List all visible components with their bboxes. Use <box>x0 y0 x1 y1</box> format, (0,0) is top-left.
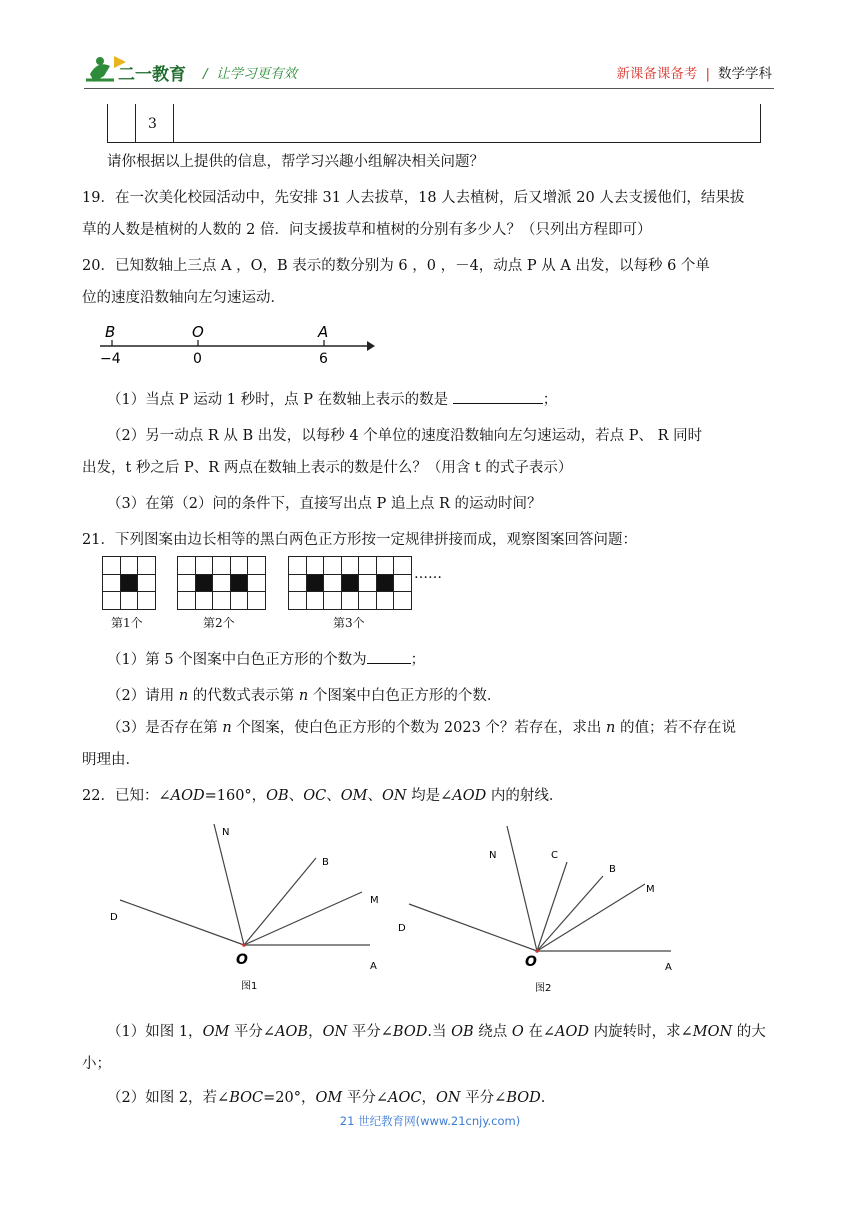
answer-blank <box>453 403 543 404</box>
q22-part1-line2: 小； <box>82 1056 111 1072</box>
q20-part3: （3）在第（2）问的条件下，直接写出点 P 追上点 R 的运动时间？ <box>107 496 542 512</box>
pattern-ellipsis: …… <box>414 566 442 582</box>
axis-label-o: O <box>192 323 204 341</box>
caption-3: 第3个 <box>333 616 365 630</box>
q22-part1-line1: （1）如图 1，OM 平分∠AOB，ON 平分∠BOD.当 OB 绕点 O 在∠AOD 内旋转时，求∠MON 的大 <box>107 1024 766 1040</box>
header-right: 新课备课备考 | 数学学科 <box>616 66 772 82</box>
fig1-label-b: B <box>322 857 329 868</box>
axis-value-6: 6 <box>319 351 328 367</box>
fig2-caption: 图2 <box>535 983 552 994</box>
header-subject-label: 数学学科 <box>718 66 772 82</box>
q20-part2-line2: 出发，t 秒之后 P、R 两点在数轴上表示的数是什么？（用含 t 的式子表示） <box>82 460 573 476</box>
fig2-label-m: M <box>646 884 655 895</box>
figure-1 <box>100 818 400 998</box>
fig2-label-n: N <box>489 850 497 861</box>
fig1-label-n: N <box>222 827 230 838</box>
fig2-label-d: D <box>398 923 406 934</box>
pattern-2 <box>177 556 266 610</box>
fig1-label-a: A <box>370 961 377 972</box>
fig1-label-m: M <box>370 895 379 906</box>
pattern-1 <box>102 556 156 610</box>
intro-text: 请你根据以上提供的信息，帮学习兴趣小组解决相关问题？ <box>107 154 484 170</box>
q20-part2-line1: （2）另一动点 R 从 B 出发，以每秒 4 个单位的速度沿数轴向左匀速运动，若点 P、 R 同时 <box>107 428 703 444</box>
number-line <box>95 320 385 370</box>
fig1-label-o: O <box>236 952 248 968</box>
q21-part3-line2: 明理由． <box>82 752 140 768</box>
q21-part3-line1: （3）是否存在第 n 个图案，使白色正方形的个数为 2023 个？若存在，求出 n 的值；若不存在说 <box>107 720 736 736</box>
answer-blank <box>367 663 411 664</box>
pattern-3 <box>288 556 412 610</box>
footer-link[interactable]: 21 世纪教育网(www.21cnjy.com) <box>339 1114 521 1128</box>
fig2-label-o: O <box>525 954 537 970</box>
slogan: / 让学习更有效 <box>203 66 298 82</box>
figure-2 <box>395 818 695 998</box>
fig2-label-b: B <box>609 864 616 875</box>
caption-1: 第1个 <box>111 616 143 630</box>
q22-line1: 22．已知：∠AOD=160°，OB、OC、OM、ON 均是∠AOD 内的射线． <box>82 788 564 804</box>
top-table <box>107 104 761 143</box>
axis-label-a: A <box>318 323 329 341</box>
fig1-caption: 图1 <box>241 981 258 992</box>
q19-line1: 19．在一次美化校园活动中，先安排 31 人去拔草，18 人去植树，后又增派 20 人去支援他们，结果拔 <box>82 190 745 206</box>
q21-line1: 21．下列图案由边长相等的黑白两色正方形按一定规律拼接而成，观察图案回答问题： <box>82 532 637 548</box>
q21-part2: （2）请用 n 的代数式表示第 n 个图案中白色正方形的个数． <box>107 688 502 704</box>
caption-2: 第2个 <box>203 616 235 630</box>
header-divider <box>84 88 774 89</box>
logo-text: 二一教育 <box>118 65 186 85</box>
q20-line2: 位的速度沿数轴向左匀速运动． <box>82 290 285 306</box>
axis-value-0: 0 <box>193 351 202 367</box>
fig2-label-c: C <box>551 850 558 861</box>
fig1-label-d: D <box>110 912 118 923</box>
fig2-label-a: A <box>665 962 672 973</box>
header-course-label: 新课备课备考 <box>616 66 698 82</box>
q20-part1: （1）当点 P 运动 1 秒时，点 P 在数轴上表示的数是 ； <box>107 392 558 408</box>
q22-part2: （2）如图 2，若∠BOC=20°，OM 平分∠AOC，ON 平分∠BOD. <box>107 1090 546 1106</box>
q20-line1: 20．已知数轴上三点 A ，O，B 表示的数分别为 6 ，0 ，－4，动点 P 从 A 出发，以每秒 6 个单 <box>82 258 710 274</box>
table-cell: 3 <box>148 116 157 132</box>
axis-label-b: B <box>105 323 116 341</box>
q21-part1: （1）第 5 个图案中白色正方形的个数为 ； <box>107 652 426 668</box>
axis-value-neg4: −4 <box>100 351 121 367</box>
q19-line2: 草的人数是植树的人数的 2 倍．问支援拔草和植树的分别有多少人？（只列出方程即可） <box>82 222 652 238</box>
